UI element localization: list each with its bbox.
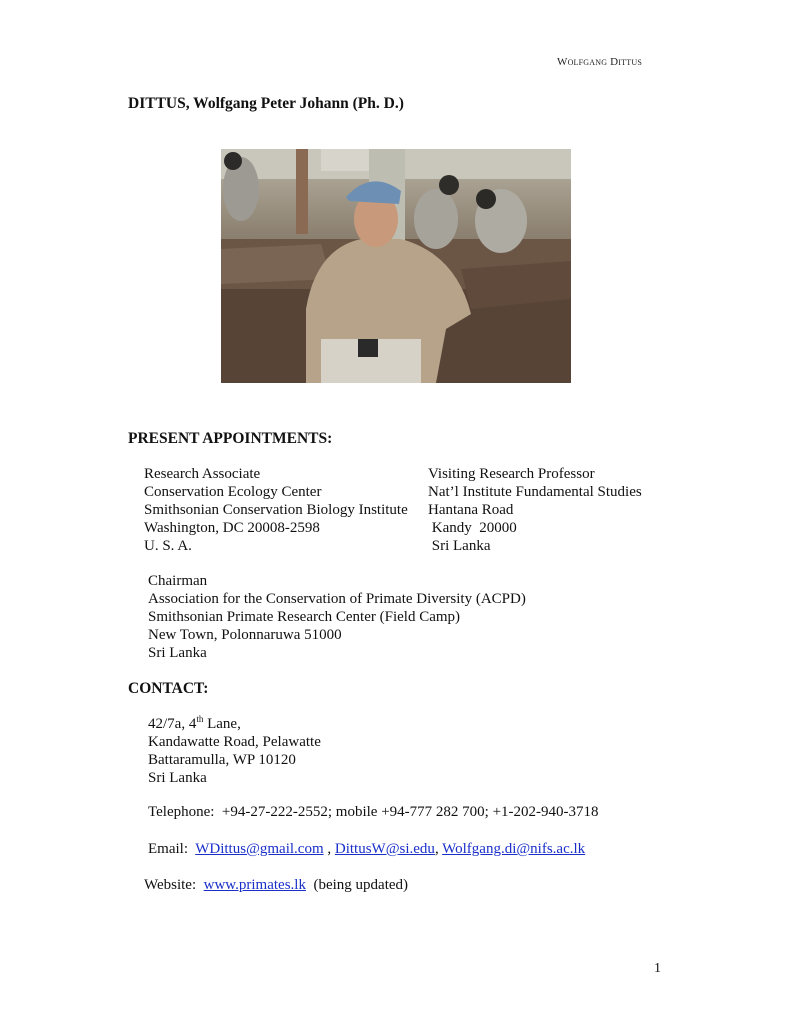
page-title: DITTUS, Wolfgang Peter Johann (Ph. D.)	[128, 95, 404, 112]
website-note: (being updated)	[305, 877, 409, 893]
telephone-line: Telephone: +94-27-222-2552; mobile +94-777 282 700; +1-202-940-3718	[148, 804, 599, 820]
website-link[interactable]: www.primates.lk	[203, 877, 306, 893]
running-header: Wolfgang Dittus	[557, 56, 642, 68]
section-heading-contact: CONTACT:	[128, 680, 209, 697]
address-line1-suffix: Lane,	[203, 716, 241, 732]
appointment-right-line: Sri Lanka	[428, 538, 491, 554]
website-label: Website:	[144, 877, 204, 893]
portrait-photo-icon	[221, 149, 571, 383]
address-line1-prefix: 42/7a, 4	[148, 716, 197, 732]
address-line	[148, 715, 321, 733]
appointment-right-line: Visiting Research Professor	[428, 466, 595, 482]
email-link-nifs[interactable]: Wolfgang.di@nifs.ac.lk	[442, 841, 586, 857]
address-line1-sup: th	[196, 714, 204, 724]
email-label: Email:	[148, 841, 196, 857]
email-separator: ,	[323, 841, 335, 857]
address-line: Kandawatte Road, Pelawatte	[148, 734, 321, 750]
email-line	[148, 840, 585, 858]
section-heading-present-appointments: PRESENT APPOINTMENTS:	[128, 430, 333, 447]
chairman-line: Association for the Conservation of Primate Diversity (ACPD)	[148, 591, 526, 607]
appointment-right-line: Nat’l Institute Fundamental Studies	[428, 484, 642, 500]
website-line	[144, 876, 408, 894]
address-line: Sri Lanka	[148, 770, 207, 786]
appointment-right-column	[428, 465, 642, 555]
email-link-si[interactable]: DittusW@si.edu	[334, 841, 435, 857]
appointment-right-line: Hantana Road	[428, 502, 514, 518]
chairman-line: Sri Lanka	[148, 645, 207, 661]
page-number: 1	[654, 961, 661, 976]
appointment-right-line: Kandy 20000	[428, 520, 517, 536]
appointment-left-column	[144, 465, 408, 555]
chairman-line: New Town, Polonnaruwa 51000	[148, 627, 342, 643]
chairman-block	[148, 572, 526, 662]
email-separator: ,	[434, 841, 443, 857]
email-link-gmail[interactable]: WDittus@gmail.com	[195, 841, 324, 857]
appointment-left-line: Research Associate	[144, 466, 261, 482]
appointment-left-line: Smithsonian Conservation Biology Institute	[144, 502, 408, 518]
appointment-left-line: Conservation Ecology Center	[144, 484, 322, 500]
chairman-line: Smithsonian Primate Research Center (Field Camp)	[148, 609, 461, 625]
appointment-left-line: Washington, DC 20008-2598	[144, 520, 320, 536]
contact-address	[148, 715, 321, 787]
portrait-photo	[221, 149, 571, 383]
address-line: Battaramulla, WP 10120	[148, 752, 296, 768]
chairman-line: Chairman	[148, 573, 208, 589]
appointment-left-line: U. S. A.	[144, 538, 192, 554]
